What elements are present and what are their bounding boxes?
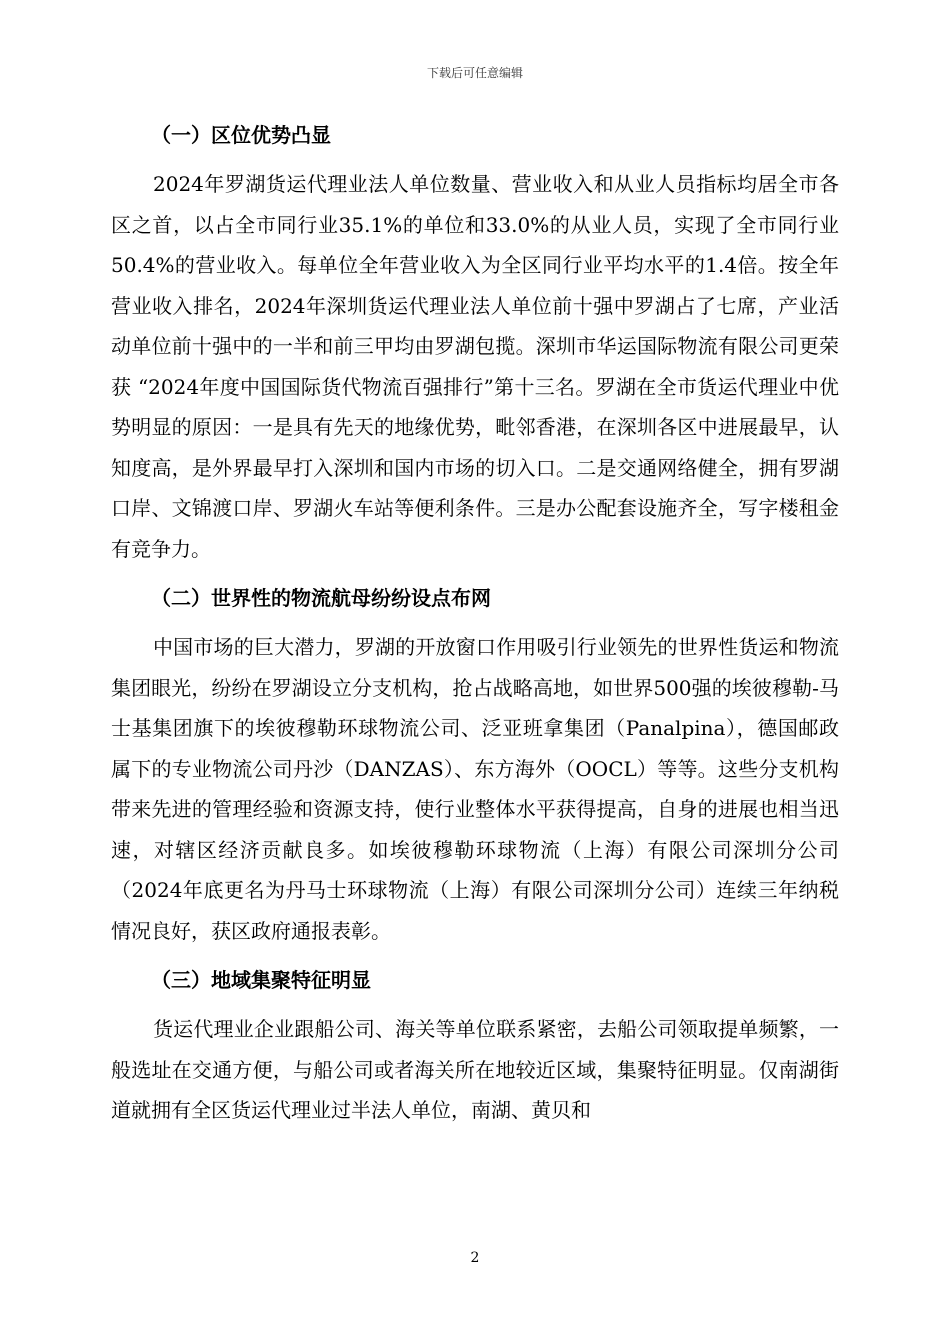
document-body <box>111 120 839 1145</box>
section-paragraph-2: 中国市场的巨大潜力，罗湖的开放窗口作用吸引行业领先的世界性货运和物流集团眼光，纷纷在罗湖设立分支机构，抢占战略高地，如世界500强的埃彼穆勒-马士基集团旗下的埃彼穆勒环球物流公司、泛亚班拿集团（Panalpina），德国邮政属下的专业物流公司丹沙（DANZAS）、东方海外（OOCL）等等。这些分支机构带来先进的管理经验和资源支持，使行业整体水平获得提高，自身的进展也相当迅速，对辖区经济贡献良多。如埃彼穆勒环球物流（上海）有限公司深圳分公司（2024年底更名为丹马士环球物流（上海）有限公司深圳分公司）连续三年纳税情况良好，获区政府通报表彰。 <box>111 635 839 943</box>
section-paragraph-1: 2024年罗湖货运代理业法人单位数量、营业收入和从业人员指标均居全市各区之首，以占全市同行业35.1%的单位和33.0%的从业人员，实现了全市同行业50.4%的营业收入。每单位全年营业收入为全区同行业平均水平的1.4倍。按全年营业收入排名，2024年深圳货运代理业法人单位前十强中罗湖占了七席，产业活动单位前十强中的一半和前三甲均由罗湖包揽。深圳市华运国际物流有限公司更荣获 “2024年度中国国际货代物流百强排行”第十三名。罗湖在全市货运代理业中优势明显的原因：一是具有先天的地缘优势，毗邻香港，在深圳各区中进展最早，认知度高，是外界最早打入深圳和国内市场的切入口。二是交通网络健全，拥有罗湖口岸、文锦渡口岸、罗湖火车站等便利条件。三是办公配套设施齐全，写字楼租金有竞争力。 <box>111 172 839 561</box>
page-number: 2 <box>470 1250 480 1266</box>
section-heading-2: （二）世界性的物流航母纷纷设点布网 <box>151 586 491 610</box>
page-header: 下载后可任意编辑 <box>426 66 523 80</box>
section-heading-3: （三）地域集聚特征明显 <box>151 968 371 992</box>
section-heading-1: （一）区位优势凸显 <box>151 123 331 147</box>
section-paragraph-3: 货运代理业企业跟船公司、海关等单位联系紧密，去船公司领取提单频繁，一般选址在交通方便，与船公司或者海关所在地较近区域，集聚特征明显。仅南湖街道就拥有全区货运代理业过半法人单位，南湖、黄贝和 <box>111 1017 839 1122</box>
